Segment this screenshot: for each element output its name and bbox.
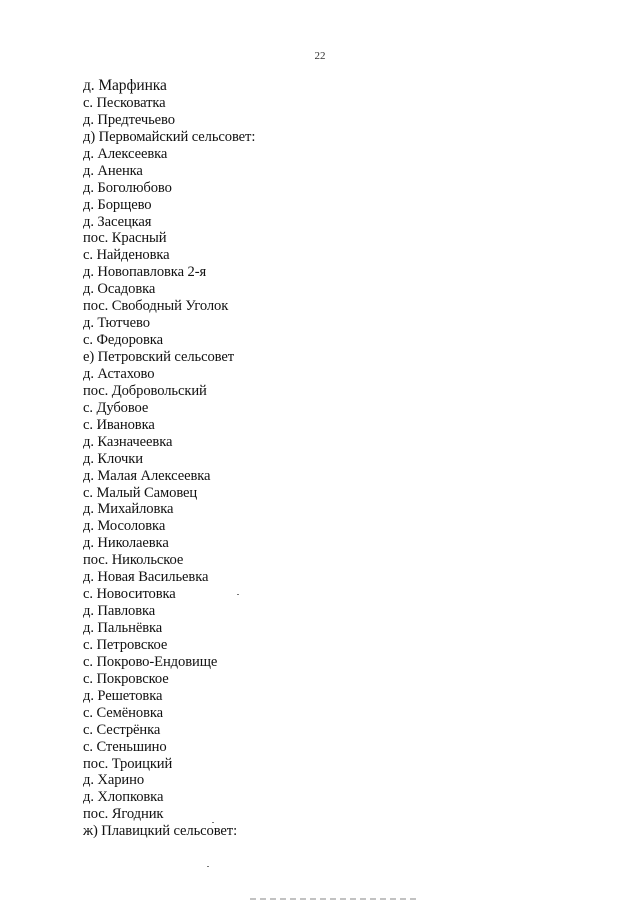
list-item: с. Песковатка — [83, 94, 166, 111]
list-item: пос. Никольское — [83, 552, 184, 569]
list-item: д. Мосоловка — [83, 518, 166, 535]
list-item: с. Федоровка — [83, 332, 163, 349]
scan-speck — [212, 822, 214, 823]
list-item: д. Михайловка — [83, 501, 174, 518]
list-item: пос. Троицкий — [83, 755, 173, 772]
list-item: д. Марфинка — [83, 77, 167, 94]
list-item: с. Сестрёнка — [83, 721, 161, 738]
list-item: д. Харино — [83, 772, 145, 789]
list-item: д. Решетовка — [83, 687, 163, 704]
list-item: д. Астахово — [83, 365, 155, 382]
list-item: с. Стеньшино — [83, 738, 167, 755]
list-item: е) Петровский сельсовет — [83, 349, 234, 365]
list-item: д. Павловка — [83, 603, 156, 620]
list-item: д. Осадовка — [83, 281, 156, 298]
list-item: д. Новая Васильевка — [83, 569, 209, 586]
list-item: с. Дубовое — [83, 399, 149, 416]
list-item: д. Боголюбово — [83, 179, 172, 196]
list-item: с. Найденовка — [83, 247, 170, 264]
list-item: д. Алексеевка — [83, 145, 168, 162]
list-item: д. Засецкая — [83, 213, 152, 230]
list-item: д. Малая Алексеевка — [83, 467, 211, 484]
list-item: пос. Красный — [83, 230, 167, 247]
list-item: д. Новопавловка 2-я — [83, 264, 207, 281]
list-item: с. Покрово-Ендовище — [83, 653, 218, 670]
list-item: д) Первомайский сельсовет: — [83, 128, 256, 145]
list-item: ж) Плавицкий сельсовет: — [83, 823, 238, 840]
page-number: 22 — [314, 50, 326, 62]
list-item: д. Казначеевка — [83, 433, 173, 450]
list-item: д. Борщево — [83, 196, 152, 213]
list-item: д. Николаевка — [83, 535, 169, 552]
scan-footer-marks — [250, 898, 420, 900]
settlement-list — [83, 78, 255, 840]
list-item: с. Петровское — [83, 636, 168, 653]
scan-speck — [207, 866, 209, 867]
list-item: пос. Ягодник — [83, 806, 164, 823]
list-item: пос. Свободный Уголок — [83, 298, 229, 315]
list-item: с. Ивановка — [83, 416, 155, 433]
list-item: с. Малый Самовец — [83, 484, 198, 501]
list-item: с. Покровское — [83, 670, 169, 687]
list-item: пос. Добровольский — [83, 382, 207, 399]
list-item: д. Аненка — [83, 162, 143, 179]
list-item: д. Клочки — [83, 450, 143, 467]
list-item: д. Пальнёвка — [83, 620, 163, 636]
list-item: с. Семёновка — [83, 704, 164, 721]
list-item: с. Новоситовка — [83, 586, 176, 603]
list-item: д. Хлопковка — [83, 789, 164, 806]
list-item: д. Предтечьево — [83, 111, 175, 128]
list-item: д. Тютчево — [83, 315, 150, 332]
scan-speck — [237, 594, 239, 595]
